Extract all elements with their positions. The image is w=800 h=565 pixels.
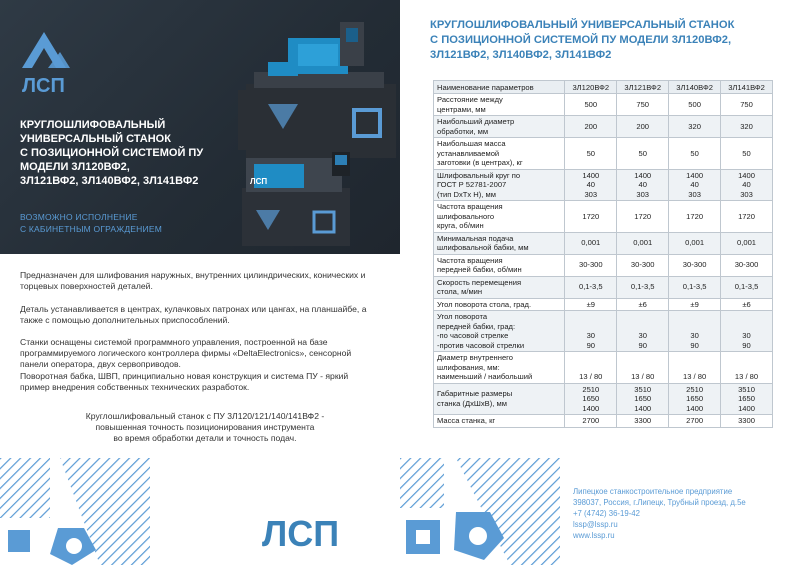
- spec-param: Шлифовальный круг по ГОСТ Р 52781-2007 (тип DxTx H), мм: [434, 169, 565, 201]
- spec-table-header: [434, 81, 773, 94]
- spec-value: 30-300: [669, 254, 721, 276]
- spec-value: 0,1-3,5: [721, 276, 773, 298]
- spec-value: 30 90: [669, 311, 721, 352]
- spec-value: 13 / 80: [565, 352, 617, 384]
- spec-param: Скорость перемещения стола, м/мин: [434, 276, 565, 298]
- spec-value: 13 / 80: [721, 352, 773, 384]
- summary: Круглошлифовальный станок с ПУ 3Л120/121/140/141ВФ2 - повышенная точность позиционирования инструмента во время обработки детали и точность подач.: [85, 411, 325, 443]
- spec-value: 1720: [565, 201, 617, 233]
- spec-value: 0,1-3,5: [617, 276, 669, 298]
- machine-logo-text: ЛСП: [250, 177, 268, 186]
- spec-value: 1400 40 303: [721, 169, 773, 201]
- spec-row: [434, 254, 773, 276]
- spec-value: 30-300: [617, 254, 669, 276]
- description-p3: Станки оснащены системой программного управления, построенной на базе программируемого логического контроллера фирмы «DeltaElectronics», сенсорной панели оператора, двух сервоприводов.: [20, 337, 352, 369]
- spec-row: [434, 311, 773, 352]
- spec-row: [434, 138, 773, 170]
- spec-row: [434, 94, 773, 116]
- spec-value: 1400 40 303: [565, 169, 617, 201]
- header-model: 3Л140ВФ2: [669, 81, 721, 94]
- description-p4: Поворотная бабка, ШВП, принципиально новая конструкция и система ПУ - яркий пример внедрения собственных технических разработок.: [20, 371, 349, 392]
- logo-text: ЛСП: [22, 75, 65, 97]
- spec-title: КРУГЛОШЛИФОВАЛЬНЫЙ УНИВЕРСАЛЬНЫЙ СТАНОК С ПОЗИЦИОННОЙ СИСТЕМОЙ ПУ МОДЕЛИ 3Л120ВФ2, 3Л121ВФ2, 3Л140ВФ2, 3Л141ВФ2: [430, 19, 735, 61]
- spec-value: 50: [617, 138, 669, 170]
- spec-value: 30-300: [721, 254, 773, 276]
- header-model: 3Л120ВФ2: [565, 81, 617, 94]
- spec-value: 3300: [617, 415, 669, 428]
- spec-value: 0,1-3,5: [565, 276, 617, 298]
- spec-value: ±9: [669, 298, 721, 311]
- banner-title: КРУГЛОШЛИФОВАЛЬНЫЙ УНИВЕРСАЛЬНЫЙ СТАНОК С ПОЗИЦИОННОЙ СИСТЕМОЙ ПУ МОДЕЛИ 3Л120ВФ2, 3Л121ВФ2, 3Л140ВФ2, 3Л141ВФ2: [20, 119, 204, 187]
- spec-value: 2510 1650 1400: [565, 383, 617, 415]
- spec-value: 1400 40 303: [617, 169, 669, 201]
- hero-banner: [0, 0, 400, 254]
- banner-note: ВОЗМОЖНО ИСПОЛНЕНИЕ С КАБИНЕТНЫМ ОГРАЖДЕНИЕМ: [20, 212, 162, 234]
- spec-value: 1720: [617, 201, 669, 233]
- company-phone[interactable]: +7 (4742) 36-19-42: [573, 509, 640, 518]
- spec-param: Масса станка, кг: [434, 415, 565, 428]
- spec-value: 3300: [721, 415, 773, 428]
- company-email[interactable]: lssp@lssp.ru: [573, 520, 618, 529]
- contacts-block: [573, 486, 793, 541]
- spec-param: Угол поворота стола, град.: [434, 298, 565, 311]
- description-p2: Деталь устанавливается в центрах, кулачковых патронах или цангах, на планшайбе, а также с помощью дополнительных приспособлений.: [20, 304, 367, 325]
- header-model: 3Л121ВФ2: [617, 81, 669, 94]
- spec-row: [434, 383, 773, 415]
- spec-param: Расстояние между центрами, мм: [434, 94, 565, 116]
- spec-value: 50: [721, 138, 773, 170]
- spec-value: 200: [617, 116, 669, 138]
- spec-value: 50: [565, 138, 617, 170]
- spec-row: [434, 276, 773, 298]
- footer-pattern-left: [0, 458, 160, 565]
- spec-param: Диаметр внутреннего шлифования, мм: наименьший / наибольший: [434, 352, 565, 384]
- spec-param: Наибольшая масса устанавливаемой заготовки (в центрах), кг: [434, 138, 565, 170]
- footer-logo-icon: [262, 514, 390, 550]
- company-name: Липецкое станкостроительное предприятие: [573, 487, 733, 496]
- machine-image-cabinet: [236, 150, 356, 250]
- spec-param: Частота вращения шлифовального круга, об/мин: [434, 201, 565, 233]
- spec-value: 1720: [721, 201, 773, 233]
- company-logo-icon: [18, 28, 88, 98]
- footer-logo-text: ЛСП: [262, 514, 340, 550]
- machine-image-large: [228, 14, 400, 162]
- spec-row: [434, 415, 773, 428]
- spec-value: ±6: [617, 298, 669, 311]
- spec-value: 30 90: [721, 311, 773, 352]
- spec-value: 750: [721, 94, 773, 116]
- spec-value: 0,1-3,5: [669, 276, 721, 298]
- spec-param: Угол поворота передней бабки, град: -по часовой стрелке -против часовой стрелки: [434, 311, 565, 352]
- spec-row: [434, 201, 773, 233]
- spec-value: 1400 40 303: [669, 169, 721, 201]
- spec-value: 13 / 80: [669, 352, 721, 384]
- spec-table: [433, 80, 773, 428]
- spec-value: 2510 1650 1400: [669, 383, 721, 415]
- spec-value: 2700: [565, 415, 617, 428]
- spec-value: ±6: [721, 298, 773, 311]
- spec-value: 30-300: [565, 254, 617, 276]
- spec-value: 50: [669, 138, 721, 170]
- footer-pattern-right: [400, 458, 570, 565]
- spec-value: 3510 1650 1400: [617, 383, 669, 415]
- spec-row: [434, 232, 773, 254]
- spec-param: Частота вращения передней бабки, об/мин: [434, 254, 565, 276]
- header-model: 3Л141ВФ2: [721, 81, 773, 94]
- spec-row: [434, 352, 773, 384]
- spec-value: 320: [669, 116, 721, 138]
- description-p1: Предназначен для шлифования наружных, внутренних цилиндрических, конических и торцевых поверхностей деталей.: [20, 270, 366, 291]
- spec-value: ±9: [565, 298, 617, 311]
- spec-param: Минимальная подача шлифовальной бабки, мм: [434, 232, 565, 254]
- spec-value: 2700: [669, 415, 721, 428]
- spec-value: 200: [565, 116, 617, 138]
- spec-value: 0,001: [617, 232, 669, 254]
- spec-value: 750: [617, 94, 669, 116]
- company-address: 398037, Россия, г.Липецк, Трубный проезд, д.5е: [573, 498, 746, 507]
- spec-value: 30 90: [565, 311, 617, 352]
- spec-param: Габаритные размеры станка (ДхШхВ), мм: [434, 383, 565, 415]
- spec-value: 13 / 80: [617, 352, 669, 384]
- spec-value: 500: [565, 94, 617, 116]
- spec-value: 0,001: [669, 232, 721, 254]
- spec-value: 320: [721, 116, 773, 138]
- spec-value: 500: [669, 94, 721, 116]
- spec-row: [434, 169, 773, 201]
- spec-value: 3510 1650 1400: [721, 383, 773, 415]
- spec-value: 1720: [669, 201, 721, 233]
- spec-value: 30 90: [617, 311, 669, 352]
- spec-param: Наибольший диаметр обработки, мм: [434, 116, 565, 138]
- spec-value: 0,001: [721, 232, 773, 254]
- header-param: Наименование параметров: [434, 81, 565, 94]
- company-website[interactable]: www.lssp.ru: [573, 531, 615, 540]
- spec-row: [434, 116, 773, 138]
- spec-row: [434, 298, 773, 311]
- spec-value: 0,001: [565, 232, 617, 254]
